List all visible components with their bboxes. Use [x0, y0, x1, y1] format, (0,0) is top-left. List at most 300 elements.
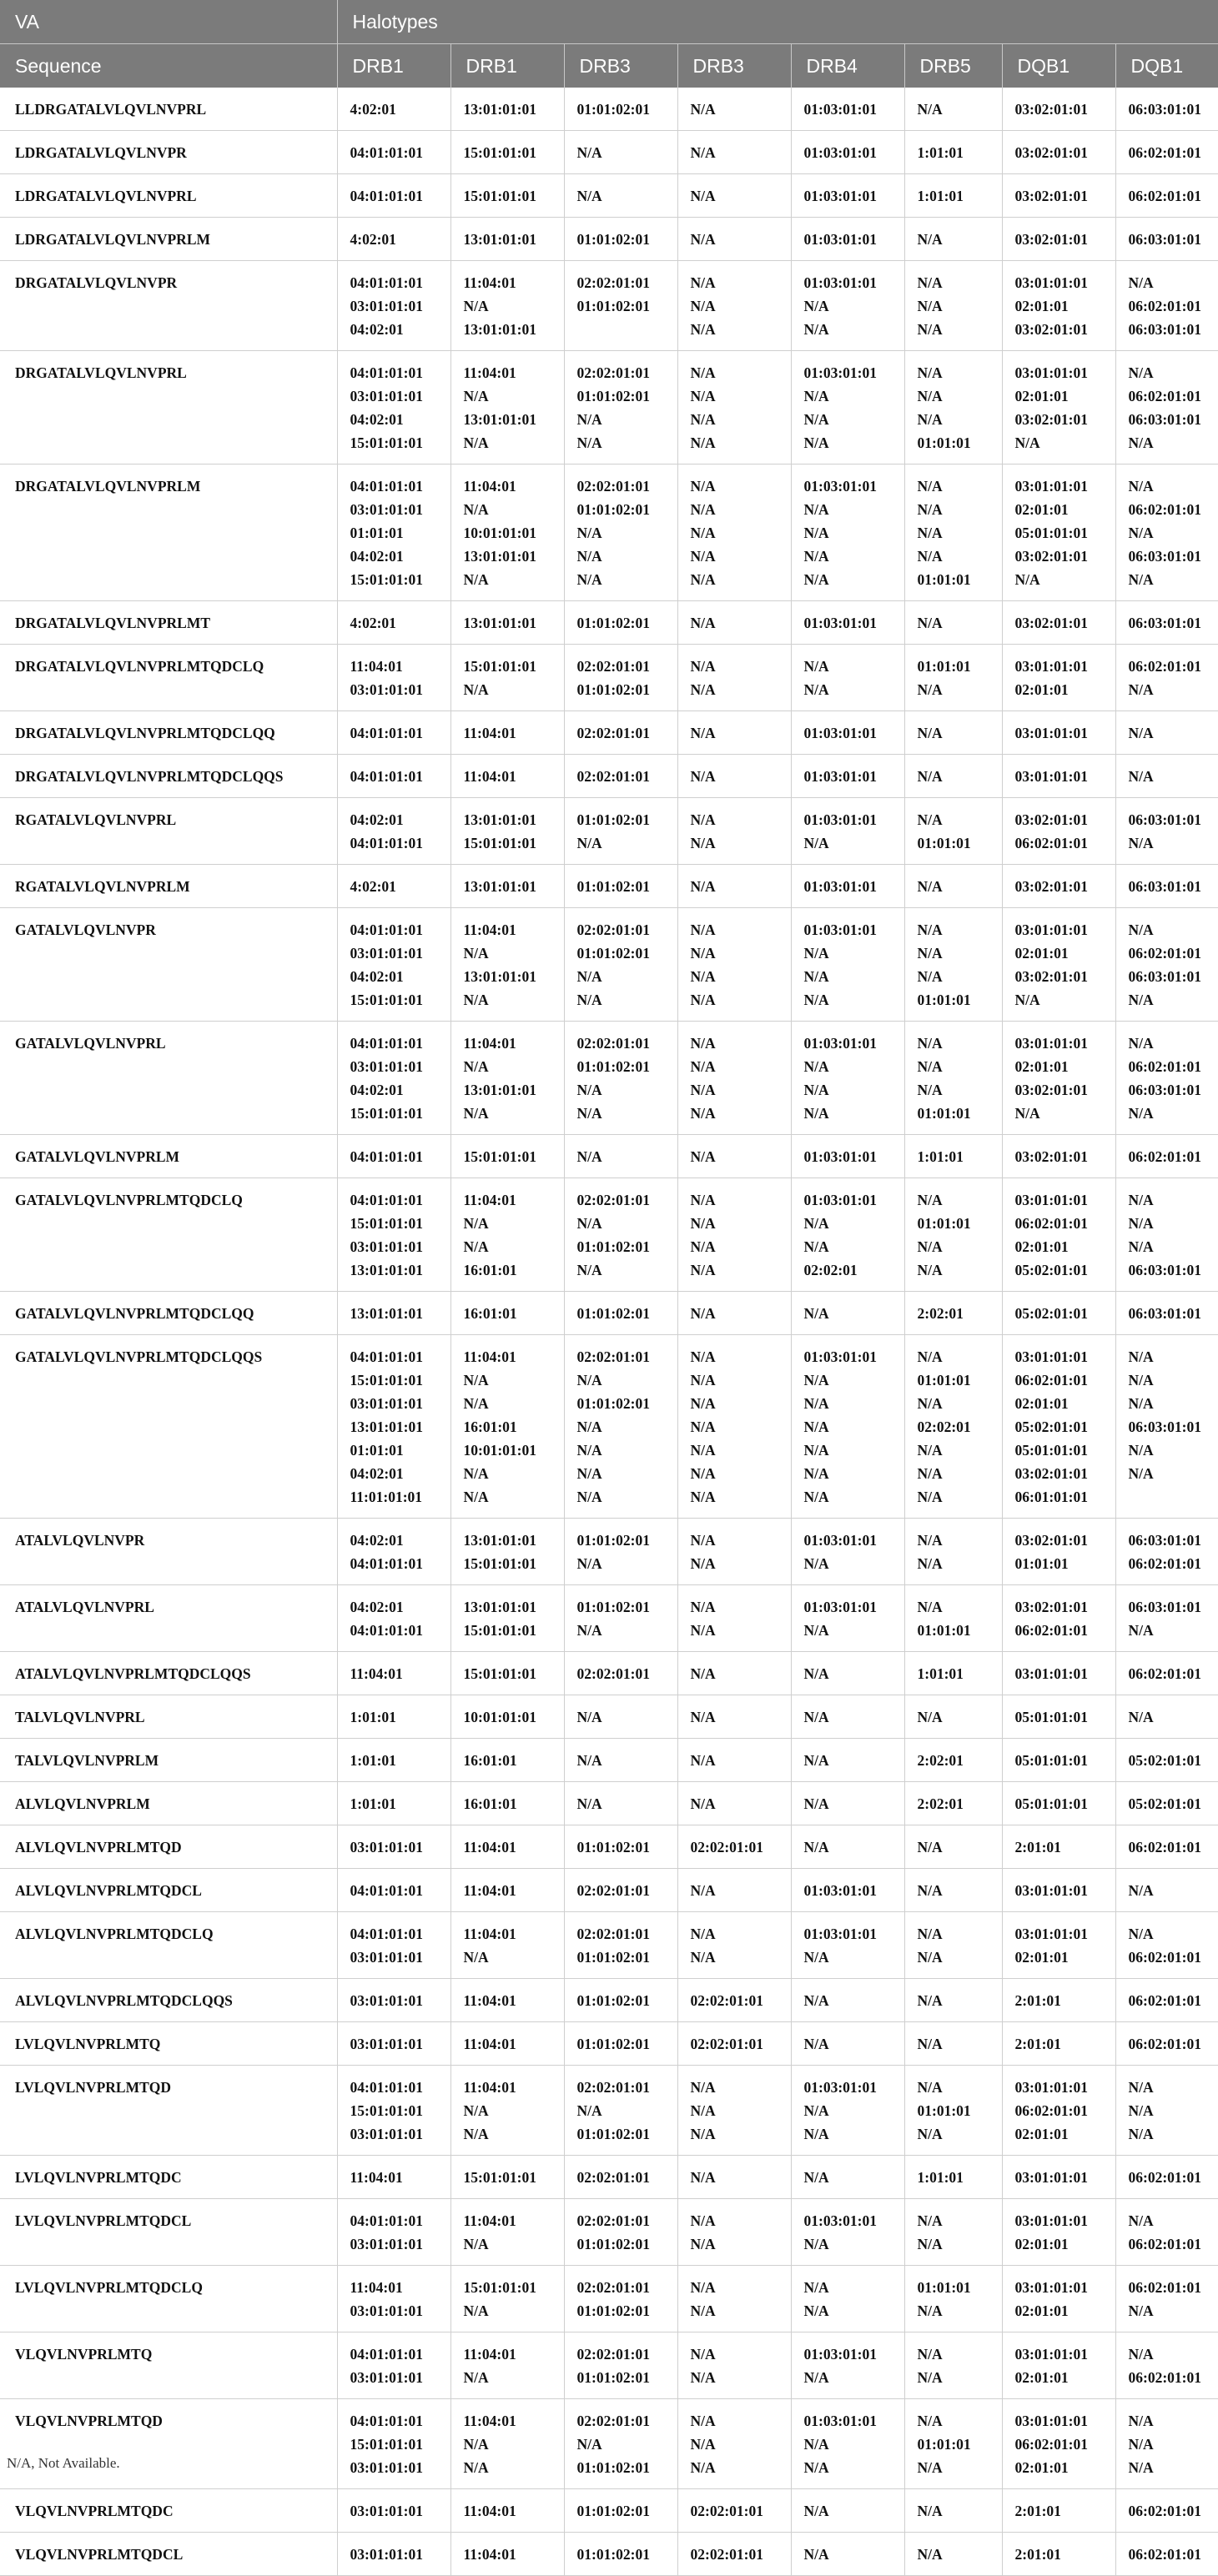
sequence-cell: GATALVLQVLNVPRLM: [0, 1135, 337, 1178]
dqb1-a-cell: 03:02:01:01: [1002, 174, 1115, 218]
drb3-b-cell: N/A N/A N/A: [677, 261, 791, 351]
drb1-b-cell: 15:01:01:01 N/A: [450, 645, 564, 711]
drb1-a-cell: 11:04:01 03:01:01:01: [337, 2266, 450, 2332]
dqb1-a-cell: 05:01:01:01: [1002, 1739, 1115, 1782]
sequence-cell: LVLQVLNVPRLMTQ: [0, 2022, 337, 2066]
dqb1-b-cell: 05:02:01:01: [1115, 1739, 1218, 1782]
sequence-cell: LDRGATALVLQVLNVPRL: [0, 174, 337, 218]
header-drb1-b: DRB1: [450, 44, 564, 88]
sequence-cell: DRGATALVLQVLNVPR: [0, 261, 337, 351]
drb5-cell: N/A N/A N/A: [904, 261, 1002, 351]
table-row: [0, 88, 1218, 131]
drb3-a-cell: N/A: [564, 1782, 677, 1825]
drb5-cell: N/A: [904, 865, 1002, 908]
sequence-cell: DRGATALVLQVLNVPRL: [0, 351, 337, 464]
sequence-cell: TALVLQVLNVPRL: [0, 1695, 337, 1739]
sequence-cell: LDRGATALVLQVLNVPRLM: [0, 218, 337, 261]
drb1-b-cell: 15:01:01:01: [450, 2156, 564, 2199]
drb3-a-cell: 02:02:01:01 01:01:02:01: [564, 2266, 677, 2332]
drb5-cell: N/A N/A: [904, 1912, 1002, 1979]
drb4-cell: N/A: [791, 1739, 904, 1782]
drb1-b-cell: 11:04:01: [450, 755, 564, 798]
drb4-cell: 01:03:01:01 N/A N/A N/A: [791, 351, 904, 464]
drb3-a-cell: 01:01:02:01: [564, 218, 677, 261]
drb3-b-cell: N/A N/A: [677, 645, 791, 711]
drb3-a-cell: 01:01:02:01: [564, 1979, 677, 2022]
drb3-b-cell: N/A N/A: [677, 2266, 791, 2332]
drb1-a-cell: 03:01:01:01: [337, 1979, 450, 2022]
table-row: [0, 2489, 1218, 2533]
drb1-a-cell: 04:01:01:01 15:01:01:01 03:01:01:01 13:01:01:01: [337, 1178, 450, 1292]
drb5-cell: N/A: [904, 1825, 1002, 1869]
drb3-b-cell: N/A: [677, 1695, 791, 1739]
dqb1-a-cell: 03:02:01:01: [1002, 88, 1115, 131]
table-row: [0, 131, 1218, 174]
drb3-a-cell: 02:02:01:01 N/A 01:01:02:01 N/A: [564, 1178, 677, 1292]
table-row: [0, 2332, 1218, 2399]
drb5-cell: N/A N/A N/A 01:01:01: [904, 908, 1002, 1022]
table-row: [0, 174, 1218, 218]
sequence-cell: VLQVLNVPRLMTQ: [0, 2332, 337, 2399]
sequence-cell: ATALVLQVLNVPR: [0, 1519, 337, 1585]
dqb1-a-cell: 03:01:01:01 02:01:01: [1002, 2199, 1115, 2266]
drb5-cell: 2:02:01: [904, 1739, 1002, 1782]
dqb1-b-cell: 06:02:01:01: [1115, 2533, 1218, 2576]
sequence-cell: ALVLQVLNVPRLMTQDCL: [0, 1869, 337, 1912]
header-drb3-a: DRB3: [564, 44, 677, 88]
drb3-b-cell: N/A: [677, 1739, 791, 1782]
drb4-cell: 01:03:01:01 N/A N/A N/A: [791, 1022, 904, 1135]
drb1-a-cell: 03:01:01:01: [337, 2533, 450, 2576]
drb3-a-cell: 01:01:02:01: [564, 601, 677, 645]
drb3-b-cell: N/A N/A N/A: [677, 2066, 791, 2156]
sequence-cell: ALVLQVLNVPRLM: [0, 1782, 337, 1825]
drb5-cell: 1:01:01: [904, 174, 1002, 218]
dqb1-a-cell: 03:01:01:01 02:01:01 05:01:01:01 03:02:01:01 N/A: [1002, 464, 1115, 601]
drb4-cell: 01:03:01:01 N/A N/A N/A N/A N/A N/A: [791, 1335, 904, 1519]
dqb1-a-cell: 2:01:01: [1002, 2489, 1115, 2533]
drb5-cell: 2:02:01: [904, 1782, 1002, 1825]
dqb1-b-cell: N/A: [1115, 755, 1218, 798]
dqb1-b-cell: N/A: [1115, 1869, 1218, 1912]
table-row: [0, 601, 1218, 645]
drb1-b-cell: 11:04:01: [450, 1825, 564, 1869]
drb4-cell: 01:03:01:01 N/A: [791, 1519, 904, 1585]
drb1-b-cell: 11:04:01: [450, 711, 564, 755]
drb5-cell: N/A N/A: [904, 2332, 1002, 2399]
drb5-cell: N/A 01:01:01 N/A N/A: [904, 1178, 1002, 1292]
table-row: [0, 645, 1218, 711]
dqb1-a-cell: 03:02:01:01 06:02:01:01: [1002, 1585, 1115, 1652]
sequence-cell: DRGATALVLQVLNVPRLMTQDCLQQS: [0, 755, 337, 798]
sequence-cell: VLQVLNVPRLMTQDCL: [0, 2533, 337, 2576]
sequence-cell: ATALVLQVLNVPRLMTQDCLQQS: [0, 1652, 337, 1695]
dqb1-b-cell: 06:02:01:01: [1115, 131, 1218, 174]
drb3-a-cell: N/A: [564, 1739, 677, 1782]
dqb1-a-cell: 03:01:01:01 02:01:01 03:02:01:01: [1002, 261, 1115, 351]
drb1-a-cell: 04:01:01:01 03:01:01:01 04:02:01 15:01:01:01: [337, 908, 450, 1022]
drb4-cell: 01:03:01:01: [791, 131, 904, 174]
drb1-a-cell: 03:01:01:01: [337, 2489, 450, 2533]
dqb1-a-cell: 05:01:01:01: [1002, 1695, 1115, 1739]
dqb1-a-cell: 03:02:01:01: [1002, 1135, 1115, 1178]
dqb1-b-cell: N/A N/A N/A 06:03:01:01: [1115, 1178, 1218, 1292]
dqb1-b-cell: 06:02:01:01: [1115, 1135, 1218, 1178]
drb1-b-cell: 11:04:01: [450, 2489, 564, 2533]
dqb1-b-cell: N/A N/A N/A: [1115, 2066, 1218, 2156]
drb3-a-cell: 02:02:01:01: [564, 1869, 677, 1912]
drb5-cell: N/A: [904, 2489, 1002, 2533]
drb1-a-cell: 04:01:01:01 03:01:01:01 04:02:01: [337, 261, 450, 351]
drb3-b-cell: N/A N/A: [677, 1912, 791, 1979]
header-drb1-a: DRB1: [337, 44, 450, 88]
dqb1-b-cell: N/A 06:02:01:01 06:03:01:01 N/A: [1115, 351, 1218, 464]
drb5-cell: N/A 01:01:01: [904, 798, 1002, 865]
drb4-cell: 01:03:01:01 N/A: [791, 1585, 904, 1652]
drb1-a-cell: 13:01:01:01: [337, 1292, 450, 1335]
sequence-cell: GATALVLQVLNVPR: [0, 908, 337, 1022]
drb3-b-cell: N/A: [677, 1869, 791, 1912]
drb1-b-cell: 11:04:01 N/A: [450, 2332, 564, 2399]
drb3-a-cell: N/A: [564, 1135, 677, 1178]
drb4-cell: 01:03:01:01: [791, 174, 904, 218]
drb3-b-cell: N/A: [677, 1652, 791, 1695]
drb3-a-cell: 02:02:01:01 N/A 01:01:02:01: [564, 2399, 677, 2489]
sequence-cell: GATALVLQVLNVPRL: [0, 1022, 337, 1135]
drb1-a-cell: 04:01:01:01 15:01:01:01 03:01:01:01 13:01:01:01 01:01:01 04:02:01 11:01:01:01: [337, 1335, 450, 1519]
header-drb3-b: DRB3: [677, 44, 791, 88]
drb1-b-cell: 13:01:01:01: [450, 88, 564, 131]
footnote: N/A, Not Available.: [7, 2455, 120, 2471]
sequence-cell: LVLQVLNVPRLMTQDCL: [0, 2199, 337, 2266]
drb5-cell: N/A 01:01:01 N/A: [904, 2399, 1002, 2489]
dqb1-a-cell: 03:01:01:01: [1002, 755, 1115, 798]
drb1-b-cell: 11:04:01: [450, 2022, 564, 2066]
drb4-cell: N/A: [791, 2489, 904, 2533]
header-dqb1-a: DQB1: [1002, 44, 1115, 88]
dqb1-b-cell: 06:03:01:01 N/A: [1115, 1585, 1218, 1652]
drb3-a-cell: N/A: [564, 131, 677, 174]
table-row: [0, 1292, 1218, 1335]
drb4-cell: 01:03:01:01 N/A: [791, 798, 904, 865]
drb1-a-cell: 04:01:01:01: [337, 711, 450, 755]
sequence-cell: TALVLQVLNVPRLM: [0, 1739, 337, 1782]
drb4-cell: 01:03:01:01 N/A: [791, 2332, 904, 2399]
drb1-b-cell: 15:01:01:01: [450, 174, 564, 218]
drb3-b-cell: N/A: [677, 1292, 791, 1335]
drb4-cell: 01:03:01:01 N/A N/A N/A: [791, 908, 904, 1022]
dqb1-a-cell: 2:01:01: [1002, 1979, 1115, 2022]
table-row: [0, 1912, 1218, 1979]
drb1-b-cell: 11:04:01 N/A 13:01:01:01 N/A: [450, 351, 564, 464]
drb1-a-cell: 04:01:01:01 15:01:01:01 03:01:01:01: [337, 2066, 450, 2156]
drb1-a-cell: 04:01:01:01 03:01:01:01 01:01:01 04:02:01 15:01:01:01: [337, 464, 450, 601]
dqb1-b-cell: 06:02:01:01: [1115, 2156, 1218, 2199]
drb1-b-cell: 11:04:01 N/A N/A 16:01:01: [450, 1178, 564, 1292]
drb5-cell: N/A 01:01:01: [904, 1585, 1002, 1652]
drb5-cell: N/A: [904, 2022, 1002, 2066]
table-row: [0, 798, 1218, 865]
drb3-b-cell: N/A: [677, 218, 791, 261]
dqb1-b-cell: N/A 06:02:01:01: [1115, 1912, 1218, 1979]
drb4-cell: 01:03:01:01: [791, 218, 904, 261]
dqb1-b-cell: 05:02:01:01: [1115, 1782, 1218, 1825]
drb4-cell: 01:03:01:01: [791, 601, 904, 645]
drb4-cell: 01:03:01:01 N/A: [791, 1912, 904, 1979]
table-row: [0, 1979, 1218, 2022]
drb3-a-cell: 01:01:02:01: [564, 1825, 677, 1869]
drb1-a-cell: 04:01:01:01 03:01:01:01: [337, 1912, 450, 1979]
dqb1-b-cell: 06:02:01:01 N/A: [1115, 645, 1218, 711]
table-row: [0, 1519, 1218, 1585]
drb3-a-cell: 01:01:02:01: [564, 2022, 677, 2066]
drb3-a-cell: 02:02:01:01 01:01:02:01 N/A N/A: [564, 908, 677, 1022]
drb1-b-cell: 13:01:01:01: [450, 865, 564, 908]
drb3-b-cell: 02:02:01:01: [677, 1979, 791, 2022]
dqb1-b-cell: 06:03:01:01: [1115, 88, 1218, 131]
drb4-cell: 01:03:01:01: [791, 865, 904, 908]
dqb1-a-cell: 03:01:01:01 02:01:01: [1002, 1912, 1115, 1979]
dqb1-b-cell: 06:02:01:01: [1115, 2022, 1218, 2066]
drb1-b-cell: 11:04:01 N/A: [450, 2199, 564, 2266]
header-sequence: Sequence: [0, 44, 337, 88]
drb1-a-cell: 04:01:01:01 15:01:01:01 03:01:01:01: [337, 2399, 450, 2489]
dqb1-b-cell: N/A 06:02:01:01: [1115, 2332, 1218, 2399]
drb5-cell: N/A N/A N/A 01:01:01: [904, 1022, 1002, 1135]
drb1-a-cell: 11:04:01 03:01:01:01: [337, 645, 450, 711]
dqb1-b-cell: N/A N/A N/A 06:03:01:01 N/A N/A: [1115, 1335, 1218, 1519]
dqb1-a-cell: 03:01:01:01 02:01:01 03:02:01:01 N/A: [1002, 908, 1115, 1022]
drb3-b-cell: N/A N/A N/A N/A: [677, 1022, 791, 1135]
drb1-a-cell: 4:02:01: [337, 865, 450, 908]
drb5-cell: N/A 01:01:01 N/A 02:02:01 N/A N/A N/A: [904, 1335, 1002, 1519]
dqb1-b-cell: N/A: [1115, 711, 1218, 755]
drb3-a-cell: 01:01:02:01: [564, 2489, 677, 2533]
drb5-cell: N/A: [904, 218, 1002, 261]
table-row: [0, 2199, 1218, 2266]
sequence-cell: LVLQVLNVPRLMTQD: [0, 2066, 337, 2156]
drb3-b-cell: N/A: [677, 174, 791, 218]
sequence-cell: LVLQVLNVPRLMTQDC: [0, 2156, 337, 2199]
drb3-a-cell: N/A: [564, 174, 677, 218]
drb3-b-cell: N/A N/A: [677, 798, 791, 865]
sequence-cell: DRGATALVLQVLNVPRLMTQDCLQ: [0, 645, 337, 711]
dqb1-b-cell: 06:03:01:01 N/A: [1115, 798, 1218, 865]
drb3-a-cell: 02:02:01:01: [564, 1652, 677, 1695]
drb1-a-cell: 04:01:01:01: [337, 1869, 450, 1912]
drb1-b-cell: 11:04:01 N/A 10:01:01:01 13:01:01:01 N/A: [450, 464, 564, 601]
table-row: [0, 351, 1218, 464]
drb3-b-cell: N/A N/A N/A N/A: [677, 351, 791, 464]
table-row: [0, 1585, 1218, 1652]
sequence-cell: ALVLQVLNVPRLMTQDCLQ: [0, 1912, 337, 1979]
table-row: [0, 218, 1218, 261]
drb1-a-cell: 03:01:01:01: [337, 1825, 450, 1869]
dqb1-a-cell: 03:01:01:01: [1002, 1652, 1115, 1695]
dqb1-b-cell: 06:02:01:01: [1115, 174, 1218, 218]
header-drb5: DRB5: [904, 44, 1002, 88]
drb1-a-cell: 04:01:01:01 03:01:01:01 04:02:01 15:01:01:01: [337, 351, 450, 464]
dqb1-a-cell: 03:02:01:01: [1002, 218, 1115, 261]
dqb1-a-cell: 03:01:01:01 02:01:01 03:02:01:01 N/A: [1002, 1022, 1115, 1135]
dqb1-b-cell: 06:02:01:01 N/A: [1115, 2266, 1218, 2332]
drb5-cell: 01:01:01 N/A: [904, 645, 1002, 711]
table-row: [0, 2266, 1218, 2332]
drb5-cell: N/A: [904, 1695, 1002, 1739]
drb3-a-cell: 02:02:01:01 01:01:02:01 N/A N/A N/A: [564, 464, 677, 601]
drb1-a-cell: 11:04:01: [337, 1652, 450, 1695]
table-row: [0, 1022, 1218, 1135]
sequence-cell: LDRGATALVLQVLNVPR: [0, 131, 337, 174]
drb1-a-cell: 04:01:01:01: [337, 755, 450, 798]
drb4-cell: 01:03:01:01: [791, 88, 904, 131]
dqb1-b-cell: N/A 06:02:01:01 06:03:01:01 N/A: [1115, 908, 1218, 1022]
dqb1-a-cell: 03:01:01:01 06:02:01:01 02:01:01 05:02:01:01: [1002, 1178, 1115, 1292]
dqb1-b-cell: N/A 06:02:01:01 N/A 06:03:01:01 N/A: [1115, 464, 1218, 601]
drb3-b-cell: N/A N/A N/A N/A N/A N/A N/A: [677, 1335, 791, 1519]
dqb1-b-cell: N/A: [1115, 1695, 1218, 1739]
drb5-cell: N/A N/A N/A 01:01:01: [904, 351, 1002, 464]
drb1-a-cell: 4:02:01: [337, 88, 450, 131]
drb4-cell: N/A: [791, 1825, 904, 1869]
dqb1-a-cell: 03:01:01:01 02:01:01: [1002, 2332, 1115, 2399]
drb5-cell: N/A N/A: [904, 2199, 1002, 2266]
table-row: [0, 464, 1218, 601]
drb5-cell: N/A: [904, 755, 1002, 798]
drb1-b-cell: 13:01:01:01: [450, 218, 564, 261]
dqb1-b-cell: 06:03:01:01: [1115, 601, 1218, 645]
sequence-cell: ALVLQVLNVPRLMTQD: [0, 1825, 337, 1869]
table-row: [0, 2533, 1218, 2576]
dqb1-a-cell: 05:01:01:01: [1002, 1782, 1115, 1825]
drb1-a-cell: 11:04:01: [337, 2156, 450, 2199]
drb1-a-cell: 1:01:01: [337, 1695, 450, 1739]
drb3-a-cell: 01:01:02:01 N/A: [564, 1585, 677, 1652]
drb3-b-cell: N/A N/A: [677, 2199, 791, 2266]
drb1-a-cell: 1:01:01: [337, 1739, 450, 1782]
sequence-cell: LVLQVLNVPRLMTQDCLQ: [0, 2266, 337, 2332]
drb4-cell: N/A: [791, 1695, 904, 1739]
drb5-cell: 01:01:01 N/A: [904, 2266, 1002, 2332]
sequence-cell: DRGATALVLQVLNVPRLMTQDCLQQ: [0, 711, 337, 755]
drb3-a-cell: 02:02:01:01: [564, 711, 677, 755]
drb1-a-cell: 04:01:01:01 03:01:01:01: [337, 2199, 450, 2266]
header-dqb1-b: DQB1: [1115, 44, 1218, 88]
dqb1-b-cell: 06:03:01:01: [1115, 1292, 1218, 1335]
dqb1-a-cell: 2:01:01: [1002, 2533, 1115, 2576]
drb1-b-cell: 15:01:01:01: [450, 131, 564, 174]
drb4-cell: 01:03:01:01: [791, 1869, 904, 1912]
drb3-b-cell: N/A N/A N/A N/A N/A: [677, 464, 791, 601]
drb3-b-cell: 02:02:01:01: [677, 1825, 791, 1869]
table-row: [0, 2156, 1218, 2199]
sequence-cell: RGATALVLQVLNVPRLM: [0, 865, 337, 908]
drb3-b-cell: N/A N/A: [677, 2332, 791, 2399]
drb1-a-cell: 04:02:01 04:01:01:01: [337, 1585, 450, 1652]
table-row: [0, 908, 1218, 1022]
drb1-b-cell: 11:04:01: [450, 2533, 564, 2576]
dqb1-b-cell: N/A 06:02:01:01: [1115, 2199, 1218, 2266]
table-row: [0, 865, 1218, 908]
drb5-cell: N/A: [904, 1979, 1002, 2022]
sequence-cell: DRGATALVLQVLNVPRLM: [0, 464, 337, 601]
drb5-cell: 1:01:01: [904, 1135, 1002, 1178]
drb1-a-cell: 04:01:01:01: [337, 131, 450, 174]
dqb1-a-cell: 2:01:01: [1002, 2022, 1115, 2066]
table-row: [0, 711, 1218, 755]
drb3-a-cell: 02:02:01:01 01:01:02:01: [564, 261, 677, 351]
drb1-b-cell: 11:04:01: [450, 1869, 564, 1912]
drb3-a-cell: 02:02:01:01 N/A 01:01:02:01: [564, 2066, 677, 2156]
drb3-b-cell: N/A: [677, 601, 791, 645]
drb3-b-cell: N/A: [677, 2156, 791, 2199]
dqb1-b-cell: 06:02:01:01: [1115, 1825, 1218, 1869]
drb3-b-cell: N/A N/A N/A: [677, 2399, 791, 2489]
sequence-cell: VLQVLNVPRLMTQDC: [0, 2489, 337, 2533]
table-row: [0, 755, 1218, 798]
drb1-a-cell: 04:01:01:01: [337, 1135, 450, 1178]
drb3-a-cell: 02:02:01:01 01:01:02:01: [564, 2332, 677, 2399]
table-body: [0, 88, 1218, 2576]
drb3-a-cell: 01:01:02:01 N/A: [564, 1519, 677, 1585]
drb3-a-cell: 01:01:02:01: [564, 88, 677, 131]
table-row: [0, 2399, 1218, 2489]
header-row-columns: [0, 44, 1218, 88]
sequence-cell: GATALVLQVLNVPRLMTQDCLQQS: [0, 1335, 337, 1519]
dqb1-a-cell: 03:01:01:01: [1002, 1869, 1115, 1912]
drb1-b-cell: 16:01:01: [450, 1739, 564, 1782]
drb1-b-cell: 11:04:01 N/A 13:01:01:01: [450, 261, 564, 351]
drb1-b-cell: 10:01:01:01: [450, 1695, 564, 1739]
dqb1-b-cell: 06:03:01:01: [1115, 218, 1218, 261]
drb4-cell: N/A: [791, 2156, 904, 2199]
drb3-a-cell: 01:01:02:01: [564, 2533, 677, 2576]
drb5-cell: N/A: [904, 2533, 1002, 2576]
drb4-cell: 01:03:01:01: [791, 1135, 904, 1178]
table-row: [0, 261, 1218, 351]
drb3-b-cell: N/A: [677, 1135, 791, 1178]
sequence-cell: GATALVLQVLNVPRLMTQDCLQQ: [0, 1292, 337, 1335]
dqb1-a-cell: 03:01:01:01 06:02:01:01 02:01:01 05:02:01:01 05:01:01:01 03:02:01:01 06:01:01:01: [1002, 1335, 1115, 1519]
drb1-b-cell: 13:01:01:01 15:01:01:01: [450, 798, 564, 865]
drb3-a-cell: 02:02:01:01 01:01:02:01: [564, 645, 677, 711]
drb3-a-cell: 01:01:02:01 N/A: [564, 798, 677, 865]
drb4-cell: N/A N/A: [791, 2266, 904, 2332]
drb5-cell: N/A: [904, 1869, 1002, 1912]
drb1-b-cell: 11:04:01 N/A 13:01:01:01 N/A: [450, 908, 564, 1022]
drb3-b-cell: N/A N/A: [677, 1519, 791, 1585]
drb4-cell: 01:03:01:01 N/A N/A: [791, 2399, 904, 2489]
drb3-a-cell: 02:02:01:01 01:01:02:01: [564, 2199, 677, 2266]
sequence-cell: GATALVLQVLNVPRLMTQDCLQ: [0, 1178, 337, 1292]
dqb1-a-cell: 2:01:01: [1002, 1825, 1115, 1869]
dqb1-b-cell: 06:02:01:01: [1115, 1652, 1218, 1695]
dqb1-b-cell: N/A 06:02:01:01 06:03:01:01 N/A: [1115, 1022, 1218, 1135]
dqb1-a-cell: 03:02:01:01 06:02:01:01: [1002, 798, 1115, 865]
drb1-b-cell: 11:04:01: [450, 1979, 564, 2022]
dqb1-a-cell: 05:02:01:01: [1002, 1292, 1115, 1335]
drb3-a-cell: N/A: [564, 1695, 677, 1739]
drb4-cell: 01:03:01:01 N/A N/A: [791, 261, 904, 351]
table-row: [0, 1825, 1218, 1869]
header-drb4: DRB4: [791, 44, 904, 88]
drb4-cell: N/A: [791, 1979, 904, 2022]
drb3-b-cell: N/A: [677, 755, 791, 798]
drb1-a-cell: 4:02:01: [337, 218, 450, 261]
table-row: [0, 1695, 1218, 1739]
table-row: [0, 1178, 1218, 1292]
drb1-a-cell: 04:01:01:01 03:01:01:01: [337, 2332, 450, 2399]
